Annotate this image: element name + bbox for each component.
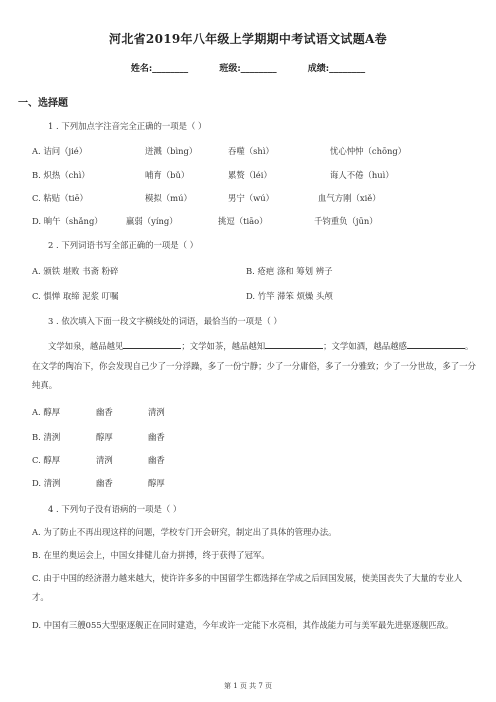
option-cell: 吞噬（shì） <box>228 146 274 156</box>
option-cell: B. 清洌 <box>32 432 61 442</box>
class-field[interactable]: 班级:________ <box>219 64 277 74</box>
option-cell: 千钧重负（jūn） <box>314 216 378 226</box>
option-cell: B. 炽热（chì） <box>32 170 90 180</box>
blank-1[interactable] <box>123 339 181 349</box>
blank-2[interactable] <box>265 339 323 349</box>
option-cell: 男宁（wú） <box>228 193 275 203</box>
score-field[interactable]: 成绩:________ <box>307 64 366 74</box>
option-cell: 哺育（bǔ） <box>145 170 190 180</box>
option-cell: 忧心忡忡（chōng） <box>330 146 407 156</box>
option-cell: 幽香 <box>96 478 113 488</box>
exam-title: 河北省2019年八年级上学期期中考试语文试题A卷 <box>109 32 387 46</box>
option-cell: 模拟（mú） <box>145 193 192 203</box>
option-cell: 醇厚 <box>96 432 113 442</box>
option-cell: C. 醇厚 <box>32 455 61 465</box>
question-2-stem: 2 . 下列词语书写全部正确的一项是（ ） <box>48 240 198 250</box>
name-field[interactable]: 姓名:________ <box>130 64 189 74</box>
question-3-passage: 文学如泉，越品越见 ；文学如茶，越品越知 ；文学如酒，越品越感 。在文学的陶冶下，你会发现自己少了一分浮躁，多了一份宁静；少了一分庸俗，多了一分雅致；少了一分世故，多了一分纯真。 <box>32 341 476 390</box>
option-cell: D. 晌午（shǎng） <box>32 216 103 226</box>
section-heading-choice: 一、选择题 <box>18 98 68 109</box>
option-cell: D. 清洌 <box>32 478 61 488</box>
question-3-stem: 3 . 依次填入下面一段文字横线处的词语，最恰当的一项是（ ） <box>48 316 282 326</box>
question-2-option-b[interactable]: B. 疮疤 涤和 筹划 辨子 <box>246 266 333 276</box>
question-4-option-c[interactable]: C. 由于中国的经济潜力越来越大，使许许多多的中国留学生都选择在学成之后回国发展，使美国丧失了大量的专业人才。 <box>32 573 463 602</box>
option-cell: 醇厚 <box>148 478 165 488</box>
question-1-stem: 1 . 下列加点字注音完全正确的一项是（ ） <box>48 121 207 131</box>
student-info <box>0 61 496 74</box>
option-cell: 清洌 <box>96 455 113 465</box>
option-cell: 幽香 <box>148 432 165 442</box>
option-cell: 清洌 <box>148 407 165 417</box>
option-cell: 羸弱（yíng） <box>126 216 178 226</box>
blank-3[interactable] <box>407 339 465 349</box>
option-cell: A. 诘问（jié） <box>32 146 88 156</box>
question-4-option-b[interactable]: B. 在里约奥运会上，中国女排健儿奋力拼搏，终于获得了冠军。 <box>32 550 270 560</box>
question-4-stem: 4 . 下列句子没有语病的一项是（ ） <box>48 504 182 514</box>
option-cell: 迸溅（bìng） <box>145 146 198 156</box>
question-2-option-d[interactable]: D. 竹竿 滞笨 烦燥 头颅 <box>246 291 333 301</box>
question-2-option-a[interactable]: A. 颁铁 堪败 书斋 粉碎 <box>32 266 119 276</box>
option-cell: 幽香 <box>96 407 113 417</box>
question-2-option-c[interactable]: C. 惧惮 取缔 泥浆 叮嘱 <box>32 291 119 301</box>
option-cell: 挑逗（tiāo） <box>218 216 268 226</box>
option-cell: 血气方刚（xiě） <box>318 193 381 203</box>
option-cell: 诲人不倦（huì） <box>330 170 394 180</box>
option-cell: 累赘（léi） <box>228 170 272 180</box>
question-4-option-d[interactable]: D. 中国有三艘055大型驱逐舰正在同时建造，今年或许一定能下水亮相，其作战能力可与美军最先进驱逐舰匹敌。 <box>32 620 454 630</box>
question-4-option-a[interactable]: A. 为了防止不再出现这样的问题，学校专门开会研究，制定出了具体的管理办法。 <box>32 527 337 537</box>
option-cell: C. 粘贴（tiē） <box>32 193 88 203</box>
option-cell: A. 醇厚 <box>32 407 61 417</box>
option-cell: 幽香 <box>148 455 165 465</box>
page-footer: 第 1 页 共 7 页 <box>223 682 273 690</box>
